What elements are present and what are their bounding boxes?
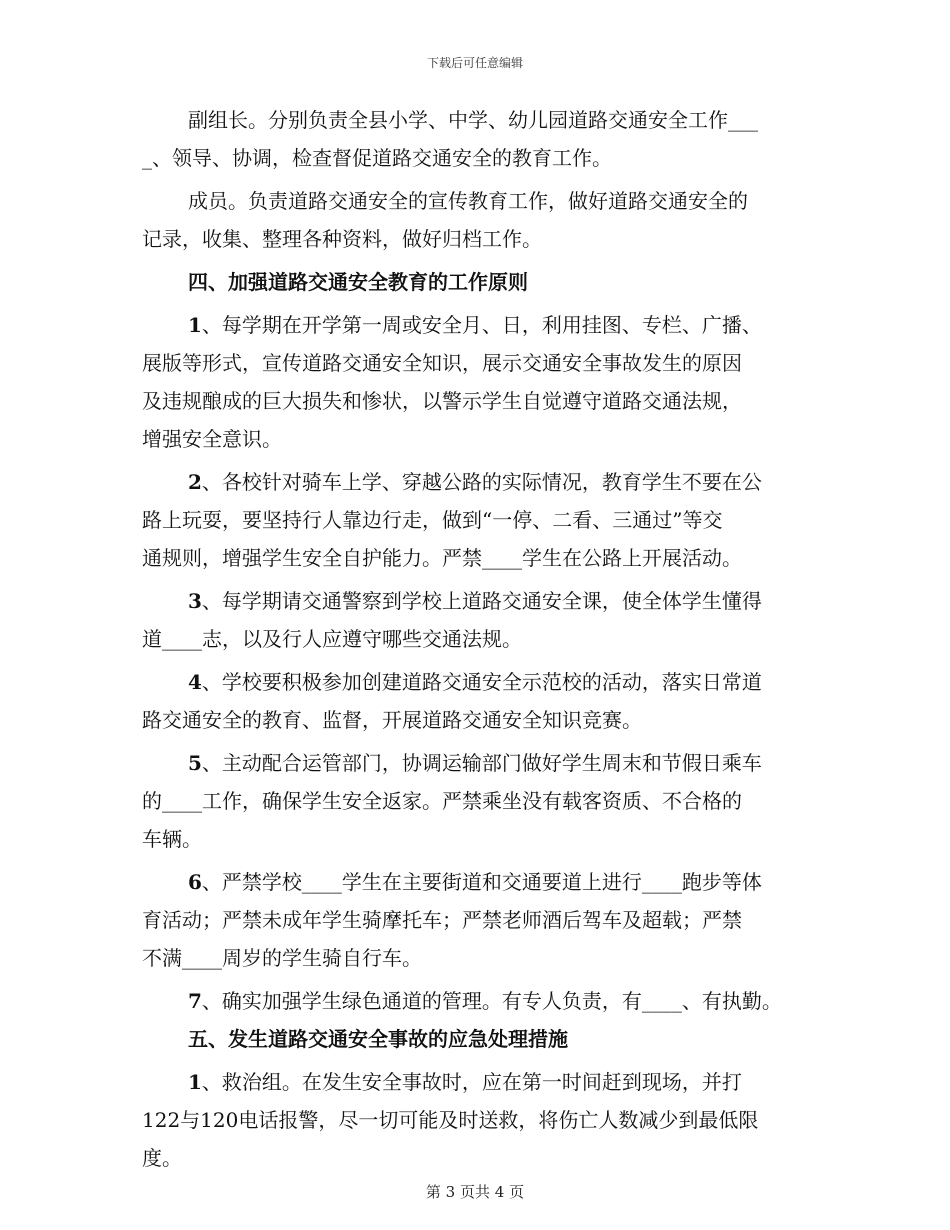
list-item-2 — [142, 463, 812, 577]
text-line: 的____工作，确保学生安全返家。严禁乘坐没有载客资质、不合格的 — [142, 789, 742, 813]
text-line: 展版等形式，宣传道路交通安全知识，展示交通安全事故发生的原因 — [142, 351, 742, 375]
list-item-rescue — [142, 1063, 812, 1177]
text-line — [142, 982, 812, 1020]
section-heading-5: 五、发生道路交通安全事故的应急处理措施 — [188, 1027, 568, 1051]
list-item-4 — [142, 663, 812, 739]
item-text: 、确实加强学生绿色通道的管理。有专人负责，有____、有执勤。 — [201, 989, 782, 1013]
paragraph-members — [142, 182, 812, 258]
text-line: 通规则，增强学生安全自护能力。严禁____学生在公路上开展活动。 — [142, 546, 742, 570]
item-number: 6 — [188, 870, 202, 894]
item-number: 1 — [188, 1070, 202, 1094]
text-line — [142, 863, 812, 901]
list-item-7 — [142, 982, 812, 1020]
text-line: 记录，收集、整理各种资料，做好归档工作。 — [142, 227, 542, 251]
page-footer: 第 3 页共 4 页 — [425, 1183, 525, 1201]
item-text: 、各校针对骑车上学、穿越公路的实际情况，教育学生不要在公 — [201, 470, 762, 494]
text-line — [142, 663, 812, 701]
paragraph-deputy-leader — [142, 101, 812, 177]
text-line: 道____志，以及行人应遵守哪些交通法规。 — [142, 627, 522, 651]
section-heading-4: 四、加强道路交通安全教育的工作原则 — [188, 270, 528, 294]
item-text: 、每学期请交通警察到学校上道路交通安全课，使全体学生懂得 — [201, 589, 762, 613]
item-number: 7 — [188, 989, 202, 1013]
text-line — [142, 582, 812, 620]
list-item-5 — [142, 744, 812, 858]
item-text: 、学校要积极参加创建道路交通安全示范校的活动，落实日常道 — [201, 670, 762, 694]
item-number: 4 — [188, 670, 202, 694]
item-text: 、救治组。在发生安全事故时，应在第一时间赶到现场，并打 — [201, 1070, 742, 1094]
item-number: 1 — [188, 313, 202, 337]
item-number: 5 — [188, 751, 202, 775]
text-line: 路上玩耍，要坚持行人靠边行走，做到“一停、二看、三通过”等交 — [142, 508, 723, 532]
text-line — [142, 744, 812, 782]
text-line: _、领导、协调，检查督促道路交通安全的教育工作。 — [142, 146, 612, 170]
text-line: 122与120电话报警，尽一切可能及时送救，将伤亡人数减少到最低限 — [142, 1108, 759, 1132]
document-body — [142, 101, 812, 1177]
text-line: 不满____周岁的学生骑自行车。 — [142, 946, 422, 970]
text-line — [142, 1063, 812, 1101]
item-text: 、主动配合运管部门，协调运输部门做好学生周末和节假日乘车 — [201, 751, 762, 775]
text-line: 育活动；严禁未成年学生骑摩托车；严禁老师酒后驾车及超载；严禁 — [142, 908, 742, 932]
item-number: 3 — [188, 589, 202, 613]
text-line: 车辆。 — [142, 827, 202, 851]
text-line: 及违规酿成的巨大损失和惨状，以警示学生自觉遵守道路交通法规， — [142, 389, 742, 413]
text-line: 增强安全意识。 — [142, 427, 282, 451]
page-header: 下载后可任意编辑 — [426, 56, 523, 70]
list-item-1 — [142, 306, 812, 458]
text-line: 成员。负责道路交通安全的宣传教育工作，做好道路交通安全的 — [188, 189, 748, 213]
text-line: 路交通安全的教育、监督，开展道路交通安全知识竞赛。 — [142, 708, 642, 732]
list-item-3 — [142, 582, 812, 658]
text-line: 副组长。分别负责全县小学、中学、幼儿园道路交通安全工作___ — [188, 108, 758, 132]
text-line — [142, 463, 812, 501]
item-text: 、每学期在开学第一周或安全月、日，利用挂图、专栏、广播、 — [201, 313, 762, 337]
list-item-6 — [142, 863, 812, 977]
text-line — [142, 306, 812, 344]
item-number: 2 — [188, 470, 202, 494]
text-line: 度。 — [142, 1146, 182, 1170]
item-text: 、严禁学校____学生在主要街道和交通要道上进行____跑步等体 — [201, 870, 762, 894]
